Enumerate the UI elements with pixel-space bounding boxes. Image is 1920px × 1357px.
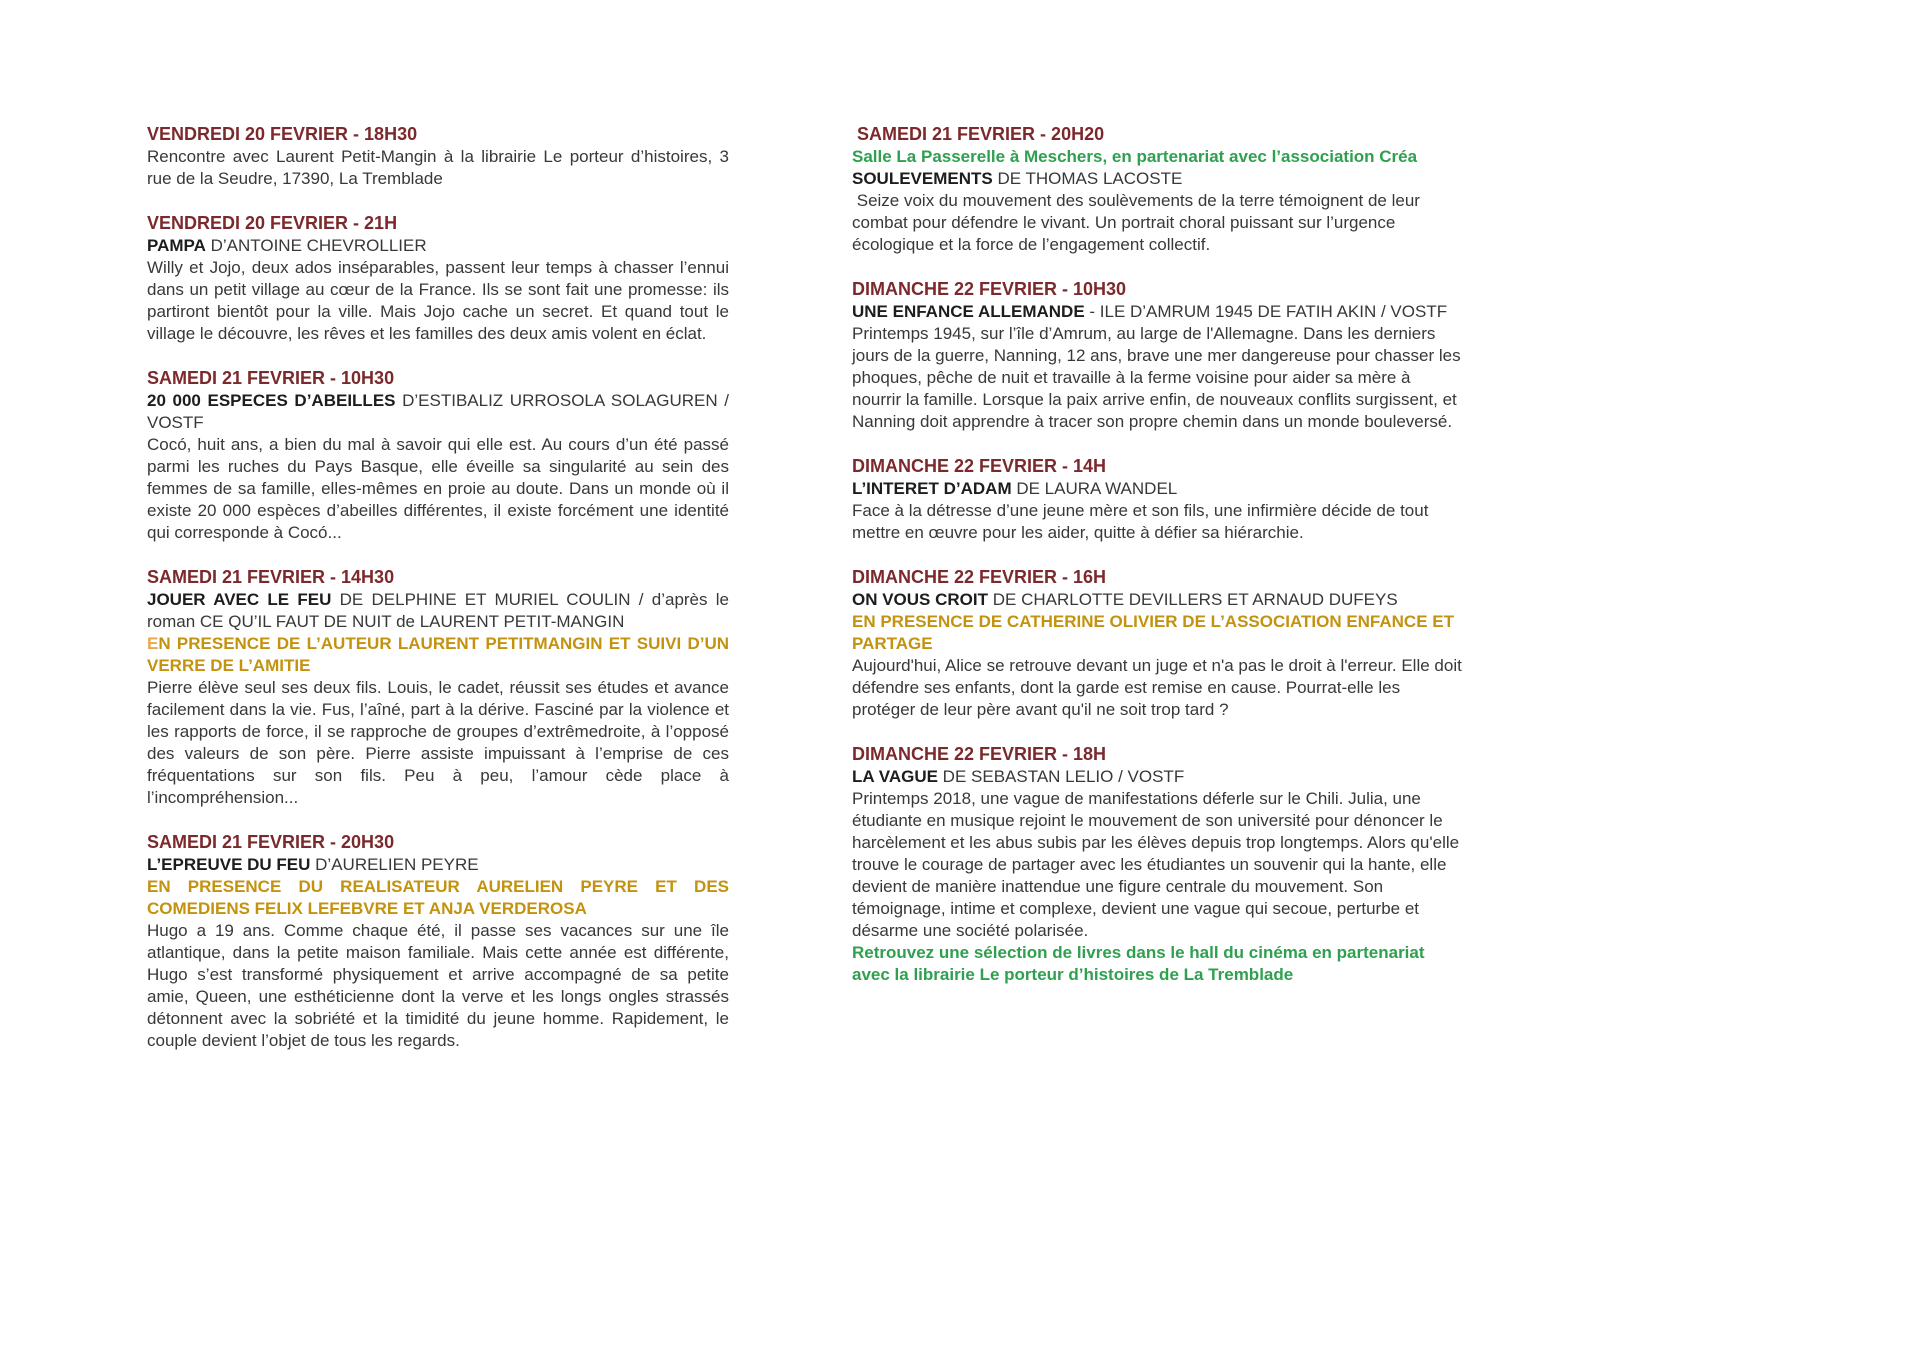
guest-mention (147, 633, 729, 677)
mention-text: N PRESENCE DE L’AUTEUR LAURENT PETITMANGIN ET SUIVI D’UN VERRE DE L’AMITIE (147, 634, 729, 675)
event-description: Pierre élève seul ses deux fils. Louis, le cadet, réussit ses études et avance facilement dans la vie. Fus, l’aîné, part à la dérive. Fasciné par la violence et les rapports de force, il se rapproche de groupes d’extrêmedroite, à l’opposé des valeurs de son père. Pierre assiste impuissant à l’emprise de ces fréquentations sur son fils. Peu à peu, l’amour cède place à l’incompréhension... (147, 678, 729, 807)
film-title: 20 000 ESPECES D’ABEILLES (147, 391, 396, 410)
event-date: VENDREDI 20 FEVRIER - 18H30 (147, 124, 418, 144)
film-credits: DE CHARLOTTE DEVILLERS ET ARNAUD DUFEYS (988, 590, 1398, 609)
film-title: L’EPREUVE DU FEU (147, 855, 311, 874)
film-title-line (852, 478, 1464, 500)
event-section (147, 123, 729, 190)
right-column (852, 123, 1467, 1008)
film-credits: D’ANTOINE CHEVROLLIER (205, 236, 427, 255)
event-section (852, 566, 1467, 721)
event-date: SAMEDI 21 FEVRIER - 20H20 (852, 124, 1105, 144)
film-title-line (147, 235, 729, 257)
event-section (852, 743, 1464, 986)
film-credits: D’ESTIBALIZ URROSOLA SOLAGUREN / VOSTF (147, 391, 729, 432)
event-description: Printemps 2018, une vague de manifestations déferle sur le Chili. Julia, une étudiante en musique rejoint le mouvement de son université pour dénoncer le harcèlement et les abus subis par les élèves depuis trop longtemps. Alors qu'elle trouve le courage de partager avec les étudiantes un souvenir qui la hante, elle devient de manière inattendue une figure centrale du mouvement. Son témoignage, intime et complexe, devient une vague qui secoue, perturbe et désarme une société polarisée. (852, 789, 1464, 940)
film-credits: - ILE D’AMRUM 1945 DE FATIH AKIN / VOSTF (1084, 302, 1448, 321)
event-description: Cocó, huit ans, a bien du mal à savoir qui elle est. Au cours d’un été passé parmi les ruches du Pays Basque, elle éveille sa singularité au sein des femmes de sa famille, elles-mêmes en proie au doute. Dans un monde où il existe 20 000 espèces d’abeilles différentes, il existe forcément une identité qui corresponde à Cocó... (147, 435, 729, 542)
guest-mention: EN PRESENCE DE CATHERINE OLIVIER DE L’ASSOCIATION ENFANCE ET PARTAGE (852, 612, 1459, 653)
film-title-line (147, 390, 729, 434)
film-title-line (852, 301, 1464, 323)
event-section (852, 123, 1464, 256)
event-date: DIMANCHE 22 FEVRIER - 18H (852, 744, 1107, 764)
film-credits: DE THOMAS LACOSTE (992, 169, 1183, 188)
venue-line: Salle La Passerelle à Meschers, en partenariat avec l’association Créa (852, 147, 1418, 166)
event-section (147, 212, 729, 345)
film-title: SOULEVEMENTS (852, 169, 993, 188)
event-date: DIMANCHE 22 FEVRIER - 16H (852, 567, 1107, 587)
film-title-line (147, 589, 729, 633)
film-credits: D’AURELIEN PEYRE (310, 855, 479, 874)
event-section (147, 566, 729, 809)
event-description: Hugo a 19 ans. Comme chaque été, il passe ses vacances sur une île atlantique, dans la petite maison familiale. Mais cette année est différente, Hugo s’est transformé physiquement et arrive accompagné de sa petite amie, Queen, une esthéticienne dont la verve et les longs ongles strassés détonnent avec la sobriété et la timidité du jeune homme. Rapidement, le couple devient l’objet de tous les regards. (147, 921, 729, 1050)
film-credits: DE DELPHINE ET MURIEL COULIN / d’après le roman CE QU’IL FAUT DE NUIT de LAURENT PETIT-MANGIN (147, 590, 729, 631)
film-title-line (852, 766, 1464, 788)
event-section (147, 831, 729, 1052)
film-title: UNE ENFANCE ALLEMANDE (852, 302, 1085, 321)
film-title: PAMPA (147, 236, 206, 255)
film-title-line (147, 854, 729, 876)
left-column (147, 123, 729, 1074)
event-date: DIMANCHE 22 FEVRIER - 10H30 (852, 279, 1127, 299)
event-date: DIMANCHE 22 FEVRIER - 14H (852, 456, 1107, 476)
event-date: SAMEDI 21 FEVRIER - 20H30 (147, 832, 395, 852)
film-title: LA VAGUE (852, 767, 938, 786)
guest-mention: EN PRESENCE DU REALISATEUR AURELIEN PEYRE ET DES COMEDIENS FELIX LEFEBVRE ET ANJA VERDEROSA (147, 877, 729, 918)
event-description: Seize voix du mouvement des soulèvements de la terre témoignent de leur combat pour défendre le vivant. Un portrait choral puissant sur l’urgence écologique et la force de l’engagement collectif. (852, 191, 1425, 254)
event-description: Face à la détresse d’une jeune mère et son fils, une infirmière décide de tout mettre en œuvre pour les aider, quitte à défier sa hiérarchie. (852, 501, 1434, 542)
film-credits: DE LAURA WANDEL (1011, 479, 1178, 498)
film-title: JOUER AVEC LE FEU (147, 590, 332, 609)
event-date: VENDREDI 20 FEVRIER - 21H (147, 213, 398, 233)
event-description: Aujourd'hui, Alice se retrouve devant un juge et n'a pas le droit à l'erreur. Elle doit défendre ses enfants, dont la garde est remise en cause. Pourrat-elle les protéger de leur père avant qu'il ne soit trop tard ? (852, 656, 1467, 719)
event-date: SAMEDI 21 FEVRIER - 14H30 (147, 567, 395, 587)
mention-first-letter: E (147, 634, 159, 653)
film-title-line (852, 589, 1464, 611)
event-description: Printemps 1945, sur l’île d’Amrum, au large de l'Allemagne. Dans les derniers jours de la guerre, Nanning, 12 ans, brave une mer dangereuse pour chasser les phoques, pêche de nuit et travaille à la ferme voisine pour aider sa mère à nourrir la famille. Lorsque la paix arrive enfin, de nouveaux conflits surgissent, et Nanning doit apprendre à tracer son propre chemin dans un monde bouleversé. (852, 324, 1466, 431)
event-description: Rencontre avec Laurent Petit-Mangin à la librairie Le porteur d’histoires, 3 rue de la Seudre, 17390, La Tremblade (147, 147, 729, 188)
event-section (852, 278, 1464, 433)
event-section (852, 455, 1464, 544)
film-title: ON VOUS CROIT (852, 590, 989, 609)
bookshop-note: Retrouvez une sélection de livres dans le hall du cinéma en partenariat avec la librairie Le porteur d’histoires de La Tremblade (852, 943, 1430, 984)
event-date: SAMEDI 21 FEVRIER - 10H30 (147, 368, 395, 388)
film-title-line (852, 168, 1464, 190)
event-description: Willy et Jojo, deux ados inséparables, passent leur temps à chasser l’ennui dans un petit village au cœur de la France. Ils se sont fait une promesse: ils partiront bientôt pour la ville. Mais Jojo cache un secret. Et quand tout le village le découvre, les rêves et les familles des deux amis volent en éclat. (147, 258, 729, 343)
film-title: L’INTERET D’ADAM (852, 479, 1012, 498)
film-credits: DE SEBASTAN LELIO / VOSTF (937, 767, 1185, 786)
event-section (147, 367, 729, 544)
